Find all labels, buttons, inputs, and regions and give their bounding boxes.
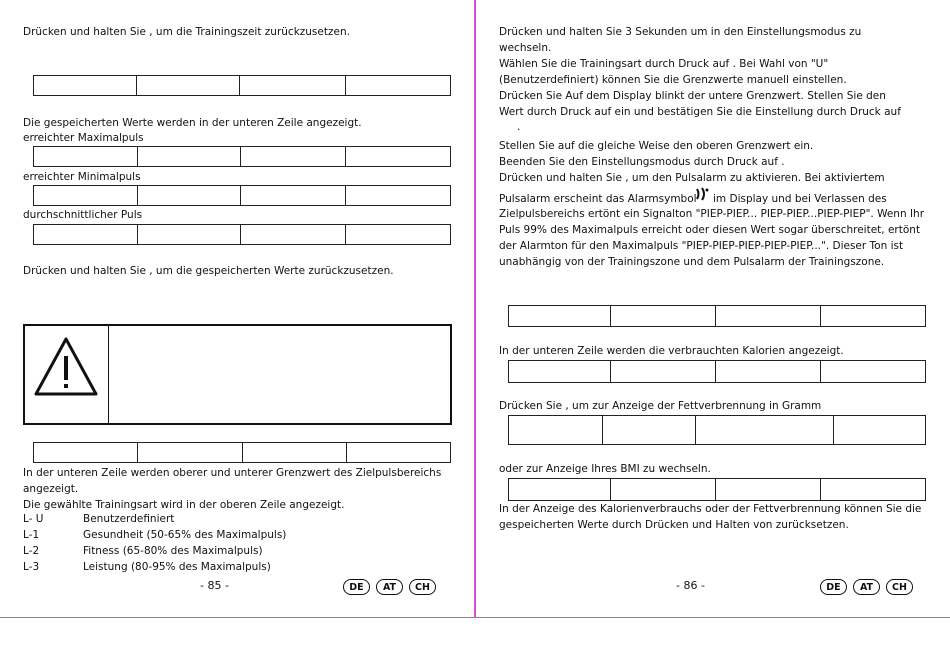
badge-de: DE	[343, 579, 370, 595]
label-min-pulse: erreichter Minimalpuls	[23, 171, 141, 183]
badge-ch: CH	[409, 579, 436, 595]
right-page	[475, 0, 950, 618]
right-line-8: Stellen Sie auf die gleiche Weise den oberen Grenzwert ein.	[499, 140, 814, 152]
mode-desc: Leistung (80-95% des Maximalpuls)	[83, 561, 271, 573]
limits-text-2: angezeigt.	[23, 483, 79, 495]
display-row-time	[33, 75, 451, 96]
display-row-max	[33, 146, 451, 167]
right-line-11b: im Display und bei Verlassen des	[713, 193, 887, 205]
display-row-alarm	[508, 305, 926, 327]
right-line-15: unabhängig von der Trainingszone und dem Pulsalarm der Trainingszone.	[499, 256, 885, 268]
right-line-18: oder zur Anzeige Ihres BMI zu wechseln.	[499, 463, 711, 475]
badge-de: DE	[820, 579, 847, 595]
right-line-2: wechseln.	[499, 42, 552, 54]
right-line-6: Wert durch Druck auf ein und bestätigen Sie die Einstellung durch Druck auf	[499, 106, 901, 118]
warning-box	[23, 324, 452, 425]
mode-desc: Benutzerdefiniert	[83, 513, 175, 525]
page-number: - 85 -	[200, 579, 229, 592]
training-mode-text: Die gewählte Trainingsart wird in der oberen Zeile angezeigt.	[23, 499, 345, 511]
right-line-5: Drücken Sie Auf dem Display blinkt der untere Grenzwert. Stellen Sie den	[499, 90, 886, 102]
right-line-11a: Pulsalarm erscheint das Alarmsymbol	[499, 193, 697, 205]
country-badges	[343, 579, 436, 595]
label-avg-pulse: durchschnittlicher Puls	[23, 209, 143, 221]
right-line-16: In der unteren Zeile werden die verbrauchten Kalorien angezeigt.	[499, 345, 844, 357]
reset-time-text: Drücken und halten Sie , um die Trainingszeit zurückzusetzen.	[23, 26, 350, 38]
right-line-14: der Alarmton für den Maximalpuls "PIEP-PIEP-PIEP-PIEP-PIEP...". Dieser Ton ist	[499, 240, 904, 252]
right-line-13: Puls 99% des Maximalpuls erreicht oder diesen Wert sogar überschreitet, ertönt	[499, 224, 921, 236]
right-line-9: Beenden Sie den Einstellungsmodus durch Druck auf .	[499, 156, 785, 168]
alarm-symbol-icon	[694, 186, 710, 202]
page-number: - 86 -	[676, 579, 705, 592]
label-max-pulse: erreichter Maximalpuls	[23, 132, 144, 144]
right-line-3: Wählen Sie die Trainingsart durch Druck auf . Bei Wahl von "U"	[499, 58, 829, 70]
display-row-fat	[508, 415, 926, 445]
mode-code: L-3	[23, 561, 40, 573]
right-line-17: Drücken Sie , um zur Anzeige der Fettverbrennung in Gramm	[499, 400, 822, 412]
stored-values-text: Die gespeicherten Werte werden in der unteren Zeile angezeigt.	[23, 117, 362, 129]
reset-stored-text: Drücken und halten Sie , um die gespeicherten Werte zurückzusetzen.	[23, 265, 394, 277]
display-row-bmi	[508, 478, 926, 501]
display-row-avg	[33, 224, 451, 245]
badge-ch: CH	[886, 579, 913, 595]
limits-text-1: In der unteren Zeile werden oberer und unterer Grenzwert des Zielpulsbereichs	[23, 467, 442, 479]
badge-at: AT	[853, 579, 880, 595]
right-line-1: Drücken und halten Sie 3 Sekunden um in den Einstellungsmodus zu	[499, 26, 862, 38]
badge-at: AT	[376, 579, 403, 595]
display-row-min	[33, 185, 451, 206]
right-line-7: .	[517, 121, 521, 133]
display-row-zone	[33, 442, 451, 463]
mode-code: L- U	[23, 513, 44, 525]
right-line-4: (Benutzerdefiniert) können Sie die Grenzwerte manuell einstellen.	[499, 74, 847, 86]
mode-code: L-2	[23, 545, 40, 557]
right-line-19: In der Anzeige des Kalorienverbrauchs oder der Fettverbrennung können Sie die	[499, 503, 922, 515]
mode-desc: Fitness (65-80% des Maximalpuls)	[83, 545, 263, 557]
country-badges	[820, 579, 913, 595]
mode-code: L-1	[23, 529, 40, 541]
right-line-12: Zielpulsbereichs ertönt ein Signalton "PIEP-PIEP... PIEP-PIEP...PIEP-PIEP". Wenn Ihr	[499, 208, 925, 220]
left-page	[0, 0, 475, 618]
right-line-20: gespeicherten Werte durch Drücken und Halten von zurücksetzen.	[499, 519, 849, 531]
mode-desc: Gesundheit (50-65% des Maximalpuls)	[83, 529, 287, 541]
display-row-calories	[508, 360, 926, 383]
right-line-10: Drücken und halten Sie , um den Pulsalarm zu aktivieren. Bei aktiviertem	[499, 172, 885, 184]
warning-triangle-icon	[33, 336, 99, 398]
